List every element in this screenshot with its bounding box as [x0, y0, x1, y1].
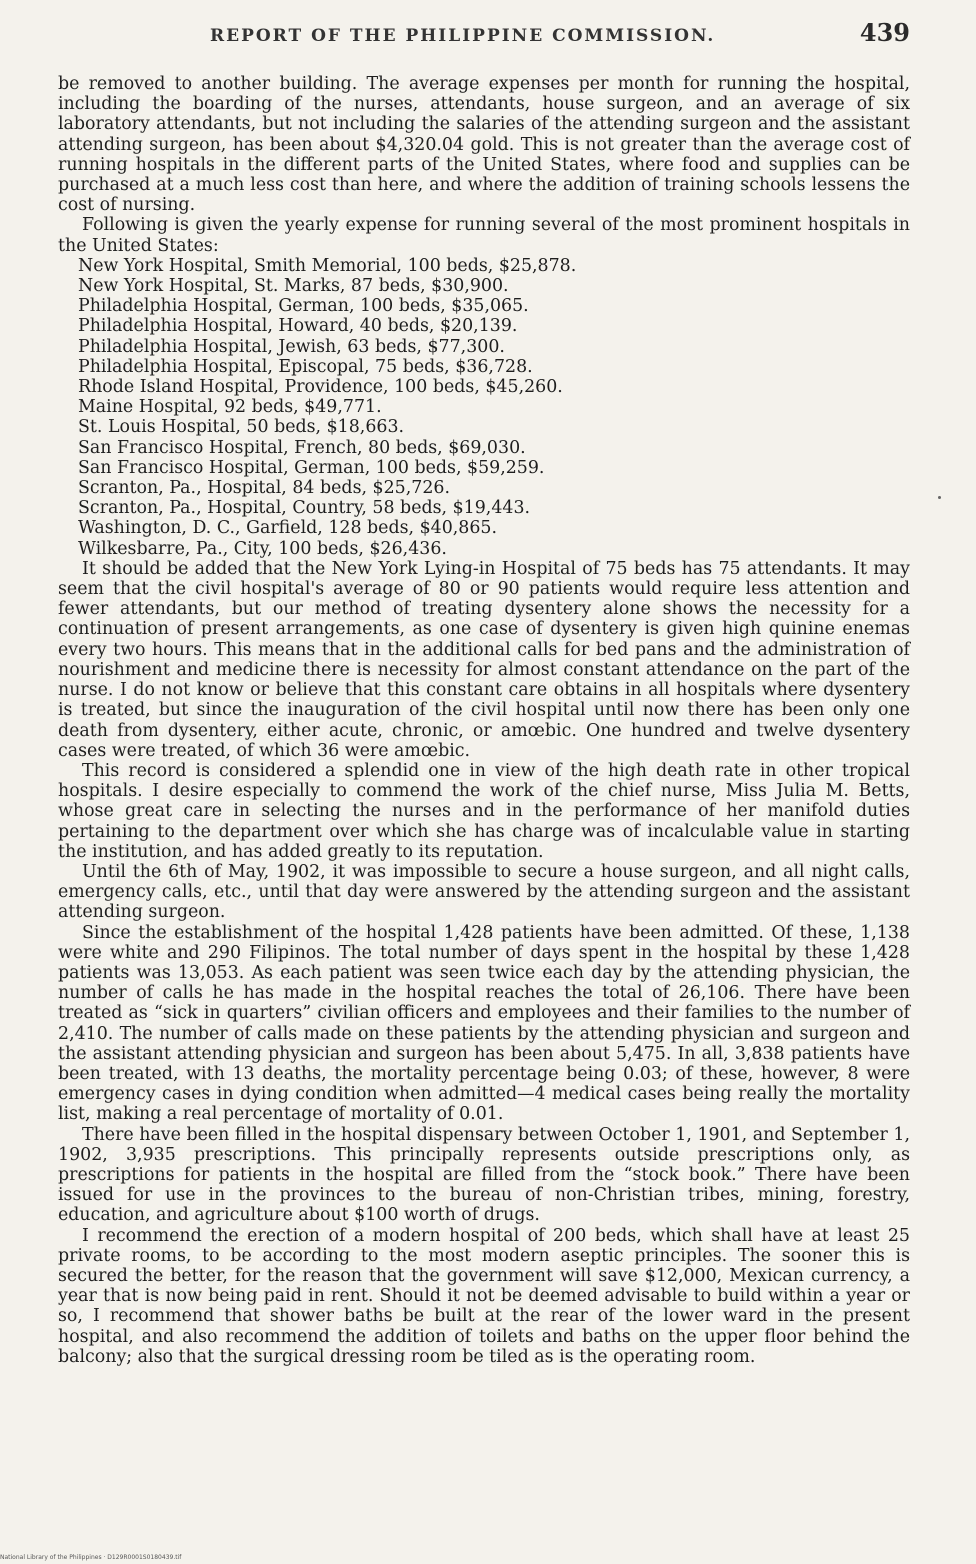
list-item: San Francisco Hospital, French, 80 beds, $69,030. [78, 437, 526, 458]
scan-footer: National Library of the Philippines · D129R0001S0180439.tif [0, 1554, 182, 1561]
list-item: Scranton, Pa., Hospital, Country, 58 beds, $19,443. [78, 498, 531, 519]
list-item: Washington, D. C., Garfield, 128 beds, $40,865. [78, 518, 498, 539]
list-item: San Francisco Hospital, German, 100 beds, $59,259. [78, 457, 545, 478]
paragraph: This record is considered a splendid one in view of the high death rate in other tropical hospitals. I desire especially to commend the work of the chief nurse, Miss Julia M. Betts, whose great care in selecting the nurses and in the performance of her manifold duties pertaining to the department over which she has charge was of incalculable value in starting the institution, and has added greatly to its reputation. [58, 760, 910, 862]
list-item: Philadelphia Hospital, Howard, 40 beds, $20,139. [78, 316, 518, 337]
page-header [60, 18, 910, 54]
list-item: Rhode Island Hospital, Providence, 100 beds, $45,260. [78, 377, 563, 398]
list-item: New York Hospital, St. Marks, 87 beds, $30,900. [78, 276, 509, 297]
list-item: Philadelphia Hospital, Jewish, 63 beds, $77,300. [78, 336, 505, 357]
list-item: New York Hospital, Smith Memorial, 100 beds, $25,878. [78, 255, 577, 276]
body-text [58, 74, 910, 1367]
list-item: Scranton, Pa., Hospital, 84 beds, $25,726. [78, 478, 450, 499]
page-number: 439 [859, 18, 910, 47]
list-item: St. Louis Hospital, 50 beds, $18,663. [78, 417, 405, 438]
running-title: REPORT OF THE PHILIPPINE COMMISSION. [210, 26, 716, 46]
paragraph: I recommend the erection of a modern hospital of 200 beds, which shall have at least 25 private rooms, to be according to the most modern aseptic principles. The sooner this is secured the better, for the reason that the government will save $12,000, Mexican currency, a year that is now being paid in rent. Should it not be deemed advisable to build within a year or so, I recommend that shower baths be built at the rear of the lower ward in the present hospital, and also recommend the addition of toilets and baths on the upper floor behind the balcony; also that the surgical dressing room be tiled as is the operating room. [58, 1225, 910, 1367]
paragraph: be removed to another building. The average expenses per month for running the hospital, including the boarding of the nurses, attendants, house surgeon, and an average of six laboratory attendants, but not including the salaries of the attending surgeon and the assistant attending surgeon, has been about $4,320.04 gold. This is not greater than the average cost of running hospitals in the different parts of the United States, where food and supplies can be purchased at a much less cost than here, and where the addition of training schools lessens the cost of nursing. [58, 74, 910, 216]
paragraph: Following is given the yearly expense for running several of the most prominent hospitals in the United States: [58, 215, 910, 256]
paragraph: Until the 6th of May, 1902, it was impossible to secure a house surgeon, and all night calls, emergency calls, etc., until that day were answered by the attending surgeon and the assistant attending surgeon. [58, 861, 910, 923]
paragraph: It should be added that the New York Lying-in Hospital of 75 beds has 75 attendants. It may seem that the civil hospital's average of 80 or 90 patients would require less attention and fewer attendants, but our method of treating dysentery alone shows the necessity for a continuation of present arrangements, as one case of dysentery is given high quinine enemas every two hours. This means that in the additional calls for bed pans and the administration of nourishment and medicine there is necessity for almost constant attendance on the part of the nurse. I do not know or believe that this constant care obtains in all hospitals where dysentery is treated, but since the inauguration of the civil hospital until now there has been only one death from dysentery, either acute, chronic, or amœbic. One hundred and twelve dysentery cases were treated, of which 36 were amœbic. [58, 558, 910, 761]
list-item: Wilkesbarre, Pa., City, 100 beds, $26,436. [78, 538, 447, 559]
list-item: Philadelphia Hospital, German, 100 beds, $35,065. [78, 296, 529, 317]
list-item: Maine Hospital, 92 beds, $49,771. [78, 397, 382, 418]
list-item: Philadelphia Hospital, Episcopal, 75 beds, $36,728. [78, 356, 533, 377]
hospital-expense-list [58, 256, 910, 559]
scan-speck [938, 496, 941, 499]
paragraph: Since the establishment of the hospital 1,428 patients have been admitted. Of these, 1,138 were white and 290 Filipinos. The total number of days spent in the hospital by these 1,428 patients was 13,053. As each patient was seen twice each day by the attending physician, the number of calls he has made in the hospital reaches the total of 26,106. There have been treated as “sick in quarters” civilian officers and employees and their families to the number of 2,410. The number of calls made on these patients by the attending physician and surgeon and the assistant attending physician and surgeon has been about 5,475. In all, 3,838 patients have been treated, with 13 deaths, the mortality percentage being 0.03; of these, however, 8 were emergency cases in dying condition when admitted—4 medical cases being really the mortality list, making a real percentage of mortality of 0.01. [58, 922, 910, 1125]
paragraph: There have been filled in the hospital dispensary between October 1, 1901, and September 1, 1902, 3,935 prescriptions. This principally represents outside prescriptions only, as prescriptions for patients in the hospital are filled from the “stock book.” There have been issued for use in the provinces to the bureau of non-Christian tribes, mining, forestry, education, and agriculture about $100 worth of drugs. [58, 1124, 910, 1226]
